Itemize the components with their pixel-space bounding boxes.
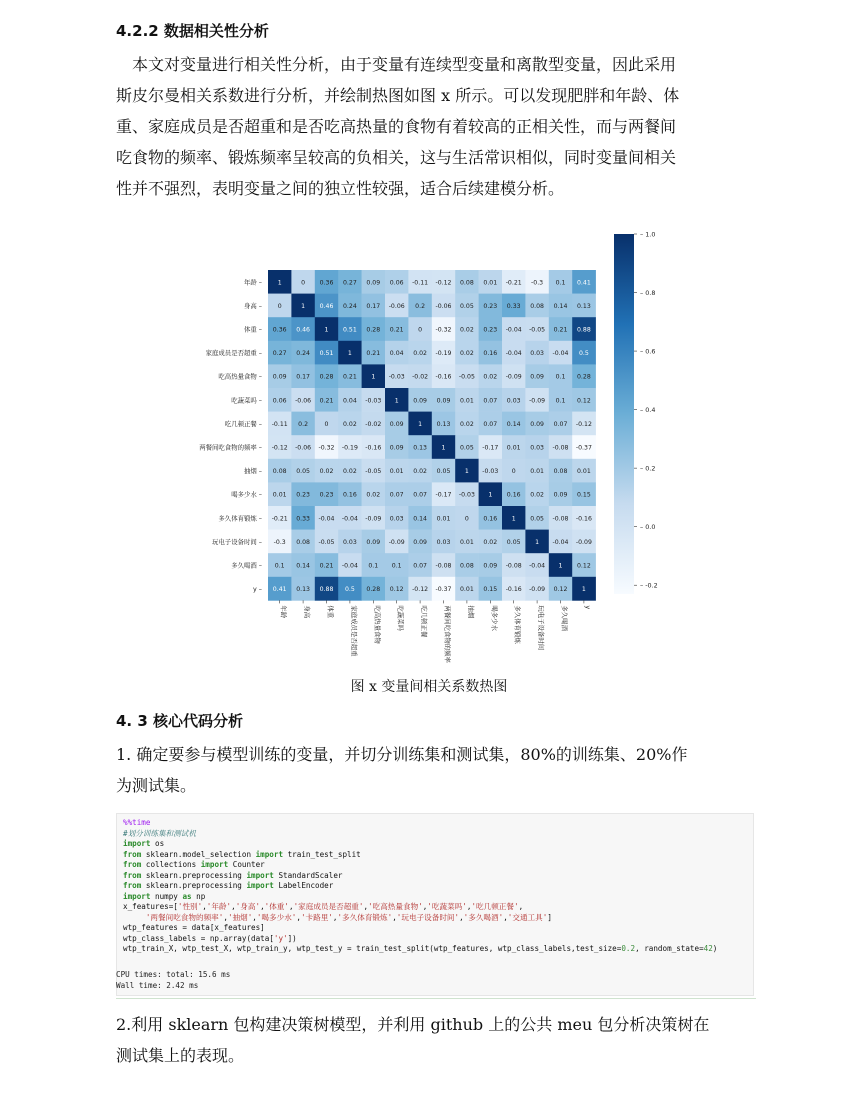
heatmap-cell-value: -0.12 <box>271 444 288 452</box>
heatmap-cell-value: 0.14 <box>506 420 521 428</box>
heatmap-cell-value: -0.16 <box>505 586 522 594</box>
heatmap-cell-value: -0.21 <box>505 279 522 287</box>
heatmap-cell-value: 0.21 <box>319 397 334 405</box>
heatmap-column-label: 多久喝酒 <box>560 605 569 631</box>
heatmap-cell-value: 0.05 <box>436 468 451 476</box>
heatmap-cell-value: -0.09 <box>529 397 546 405</box>
heatmap-cell-value: -0.06 <box>295 397 312 405</box>
heatmap-cell-value: -0.08 <box>435 562 452 570</box>
heatmap-cell-value: -0.37 <box>575 444 592 452</box>
heatmap-cell-value: 0.12 <box>553 586 568 594</box>
heatmap-cell-value: -0.04 <box>529 562 546 570</box>
heatmap-cell-value: 1 <box>441 444 446 452</box>
section-heading-4-2-2: 4.2.2 数据相关性分析 <box>116 22 269 40</box>
heatmap-row-label: 多久体育锻炼 – <box>218 514 262 523</box>
heatmap-cell-value: -0.03 <box>365 397 382 405</box>
heatmap-cell-value: 0.09 <box>366 538 381 546</box>
heatmap-cell-value: -0.09 <box>505 373 522 381</box>
heatmap-cell-value: 0.02 <box>319 468 334 476</box>
heatmap-cell-value: 0.13 <box>296 586 310 594</box>
heatmap-cell-value: -0.05 <box>365 468 382 476</box>
heatmap-cell-value: -0.04 <box>341 562 358 570</box>
heatmap-cell-value: 0.88 <box>319 586 334 594</box>
heatmap-cell-value: 0.02 <box>413 468 427 476</box>
heatmap-cell-value: 0.09 <box>530 420 544 428</box>
cell-divider <box>116 998 756 999</box>
heatmap-row-label: 喝多少水 – <box>231 490 262 499</box>
heatmap-cell-value: 1 <box>488 491 493 499</box>
colorbar-tick-label: – 0.2 <box>640 464 656 473</box>
heatmap-cell-value: 0.03 <box>530 350 544 358</box>
heatmap-cell-value: 0.05 <box>506 538 521 546</box>
cell-output <box>116 969 230 991</box>
heatmap-cell-value: 0.2 <box>298 420 309 428</box>
heatmap-cell-value: 0.07 <box>413 562 427 570</box>
section-4-2-2-paragraph <box>116 49 756 204</box>
heatmap-cell-value: 0.16 <box>483 515 498 523</box>
heatmap-cell-value: -0.03 <box>482 468 499 476</box>
heatmap-cell-value: 0.09 <box>530 373 544 381</box>
heatmap-cell-value: 0.28 <box>366 326 381 334</box>
heatmap-cell-value: -0.05 <box>458 373 475 381</box>
heatmap-cell-value: 0.02 <box>530 491 544 499</box>
step-2-paragraph <box>116 1009 756 1071</box>
heatmap-cell-value: 0.14 <box>296 562 310 570</box>
heatmap-cell-value: -0.03 <box>458 491 475 499</box>
heatmap-cell-value: 0.09 <box>366 279 381 287</box>
heatmap-cell-value: 0.1 <box>274 562 285 570</box>
heatmap-cell-value: 0.01 <box>436 515 451 523</box>
heatmap-row-label: 身高 – <box>243 301 262 310</box>
heatmap-cell-value: 0 <box>511 468 516 476</box>
heatmap-cell-value: 0.13 <box>413 444 427 452</box>
paragraph-line: 本文对变量进行相关性分析，由于变量有连续型变量和离散型变量，因此采用 <box>132 55 677 74</box>
heatmap-cell-value: 0.23 <box>483 326 498 334</box>
heatmap-cell-value: 1 <box>347 350 352 358</box>
heatmap-row-label: 年龄 – <box>243 278 262 287</box>
colorbar-tick-label: – 0.8 <box>640 288 656 297</box>
heatmap-cell-value: 0.08 <box>296 538 310 546</box>
heatmap-cell-value: 0.09 <box>389 420 404 428</box>
heatmap-cell-value: 0.36 <box>319 279 334 287</box>
heatmap-cell-value: -0.21 <box>271 515 288 523</box>
heatmap-cell-value: 0.05 <box>296 468 310 476</box>
heatmap-cell-value: 1 <box>418 420 423 428</box>
heatmap-cell-value: -0.3 <box>531 279 544 287</box>
heatmap-cell-value: -0.09 <box>575 538 592 546</box>
heatmap-cell-value: 0.08 <box>530 302 544 310</box>
heatmap-cell-value: -0.03 <box>388 373 405 381</box>
heatmap-cell-value: 0.02 <box>483 373 498 381</box>
output-line-cpu: CPU times: total: 15.6 ms <box>116 970 231 979</box>
heatmap-cell-value: -0.37 <box>435 586 452 594</box>
paragraph-line: 2.利用 sklearn 包构建决策树模型，并利用 github 上的公共 meu 包分析决策树在 <box>116 1015 710 1034</box>
heatmap-cell-value: 0.06 <box>389 279 404 287</box>
heatmap-cell-value: 0.02 <box>343 468 357 476</box>
heatmap-cell-value: -0.02 <box>412 373 429 381</box>
heatmap-cell-value: 1 <box>511 515 516 523</box>
heatmap-cell-value: 0.09 <box>436 397 451 405</box>
heatmap-cell-value: 1 <box>558 562 563 570</box>
heatmap-cell-value: 0.1 <box>555 397 566 405</box>
colorbar-tick-label: – 0.0 <box>640 522 656 531</box>
heatmap-cell-value: 0.21 <box>389 326 404 334</box>
heatmap-cell-value: 0.02 <box>483 538 498 546</box>
heatmap-column-label: 家庭成员是否超重 <box>349 605 358 657</box>
heatmap-cell-value: -0.05 <box>529 326 546 334</box>
heatmap-cell-value: 0.41 <box>577 279 591 287</box>
paragraph-line: 1. 确定要参与模型训练的变量，并切分训练集和测试集，80%的训练集、20%作 <box>116 745 688 764</box>
heatmap-row-label: 吃高热量食物 – <box>218 372 262 381</box>
correlation-heatmap <box>0 225 858 675</box>
heatmap-cell-value: -0.09 <box>529 586 546 594</box>
heatmap-cell-value: 0.23 <box>483 302 498 310</box>
heatmap-cell-value: 0.08 <box>553 468 568 476</box>
heatmap-row-label: 体重 – <box>243 325 262 334</box>
section-heading-4-3: 4. 3 核心代码分析 <box>116 712 244 730</box>
heatmap-cells <box>268 270 596 601</box>
heatmap-cell-value: 0.88 <box>577 326 591 334</box>
heatmap-cell-value: 0.02 <box>366 491 381 499</box>
heatmap-cell-value: 0.01 <box>272 491 287 499</box>
heatmap-cell-value: 0.06 <box>272 397 287 405</box>
heatmap-cell-value: 0.03 <box>506 397 521 405</box>
heatmap-cell-value: 0.51 <box>319 350 334 358</box>
heatmap-row-label: 吃几顿正餐 – <box>224 419 262 428</box>
heatmap-cell-value: -0.04 <box>552 538 569 546</box>
colorbar <box>614 234 634 594</box>
heatmap-cell-value: 0.1 <box>555 373 566 381</box>
heatmap-cell-value: 0.24 <box>296 350 310 358</box>
heatmap-cell-value: 0.03 <box>389 515 404 523</box>
heatmap-cell-value: -0.32 <box>318 444 335 452</box>
heatmap-cell-value: 0.46 <box>296 326 310 334</box>
heatmap-cell-value: 0.24 <box>343 302 357 310</box>
heatmap-cell-value: 0.07 <box>483 397 498 405</box>
heatmap-cell-value: 0.09 <box>483 562 498 570</box>
heatmap-cell-value: 1 <box>324 326 329 334</box>
heatmap-cell-value: 0.09 <box>413 538 427 546</box>
heatmap-cell-value: 1 <box>277 279 282 287</box>
heatmap-cell-value: 0.09 <box>389 444 404 452</box>
heatmap-cell-value: 0.04 <box>389 350 404 358</box>
heatmap-cell-value: 0.01 <box>460 586 474 594</box>
heatmap-cell-value: 0.09 <box>272 373 287 381</box>
heatmap-cell-value: 0.13 <box>577 302 591 310</box>
heatmap-cell-value: 1 <box>581 586 586 594</box>
heatmap-cell-value: 0.21 <box>553 326 568 334</box>
heatmap-cell-value: -0.06 <box>435 302 452 310</box>
heatmap-cell-value: 0.23 <box>296 491 310 499</box>
heatmap-row-label: 家庭成员是否超重 – <box>205 349 262 358</box>
heatmap-cell-value: 0.08 <box>460 562 474 570</box>
colorbar-ticks <box>634 230 658 589</box>
heatmap-cell-value: 0.07 <box>389 491 404 499</box>
heatmap-cell-value: 0.15 <box>577 491 591 499</box>
heatmap-cell-value: 0.27 <box>343 279 357 287</box>
heatmap-cell-value: -0.17 <box>435 491 452 499</box>
heatmap-cell-value: -0.12 <box>575 420 592 428</box>
heatmap-column-label: 年龄 <box>279 605 288 619</box>
heatmap-cell-value: -0.04 <box>505 350 522 358</box>
heatmap-cell-value: -0.09 <box>388 538 405 546</box>
heatmap-cell-value: 0.07 <box>413 491 427 499</box>
heatmap-cell-value: 0.5 <box>344 586 355 594</box>
heatmap-cell-value: 0.5 <box>578 350 589 358</box>
heatmap-row-labels <box>199 277 262 593</box>
heatmap-column-label: 吃几顿正餐 <box>420 605 429 638</box>
heatmap-cell-value: 0.33 <box>296 515 310 523</box>
heatmap-cell-value: -0.12 <box>435 279 452 287</box>
heatmap-column-label: y <box>583 605 592 610</box>
heatmap-cell-value: 0.08 <box>272 468 287 476</box>
heatmap-cell-value: 0 <box>301 279 306 287</box>
heatmap-cell-value: 0 <box>464 515 469 523</box>
heatmap-cell-value: 0.51 <box>343 326 357 334</box>
heatmap-cell-value: 0.21 <box>343 373 357 381</box>
heatmap-cell-value: 0.28 <box>319 373 334 381</box>
heatmap-cell-value: -0.19 <box>435 350 452 358</box>
heatmap-row-label: 玩电子设备时间 – <box>212 537 262 546</box>
heatmap-cell-value: -0.11 <box>271 420 288 428</box>
heatmap-cell-value: 0.07 <box>483 420 498 428</box>
heatmap-cell-value: 1 <box>464 468 469 476</box>
heatmap-cell-value: -0.11 <box>412 279 429 287</box>
heatmap-cell-value: -0.04 <box>341 515 358 523</box>
heatmap-cell-value: -0.16 <box>365 444 382 452</box>
heatmap-cell-value: -0.16 <box>575 515 592 523</box>
heatmap-cell-value: 0.01 <box>483 279 498 287</box>
heatmap-cell-value: 0.33 <box>506 302 521 310</box>
paragraph-line: 测试集上的表现。 <box>116 1046 245 1065</box>
heatmap-cell-value: 0.46 <box>319 302 334 310</box>
heatmap-cell-value: 0 <box>277 302 282 310</box>
heatmap-column-labels <box>280 600 592 663</box>
heatmap-cell-value: 0.12 <box>577 397 591 405</box>
heatmap-cell-value: 0.01 <box>506 444 521 452</box>
heatmap-cell-value: 0.21 <box>319 562 334 570</box>
heatmap-cell-value: 0.16 <box>483 350 498 358</box>
colorbar-tick-label: – -0.2 <box>640 581 658 590</box>
heatmap-cell-value: 1 <box>371 373 376 381</box>
heatmap-cell-value: 0.17 <box>296 373 310 381</box>
heatmap-cell-value: 1 <box>394 397 399 405</box>
heatmap-cell-value: 1 <box>301 302 306 310</box>
heatmap-column-label: 身高 <box>303 605 312 619</box>
heatmap-column-label: 喝多少水 <box>490 605 499 631</box>
heatmap-cell-value: 0.15 <box>483 586 498 594</box>
heatmap-cell-value: 0.17 <box>366 302 381 310</box>
heatmap-cell-value: 0.13 <box>436 420 451 428</box>
heatmap-cell-value: 0.09 <box>553 491 568 499</box>
heatmap-cell-value: 0.02 <box>460 326 474 334</box>
heatmap-cell-value: 0.16 <box>343 491 357 499</box>
heatmap-cell-value: 0.14 <box>413 515 427 523</box>
heatmap-cell-value: 0.41 <box>272 586 287 594</box>
heatmap-cell-value: 1 <box>535 538 540 546</box>
heatmap-cell-value: 0.04 <box>343 397 357 405</box>
heatmap-column-label: 体重 <box>326 605 335 619</box>
heatmap-row-label: y – <box>252 585 262 594</box>
paragraph-line: 斯皮尔曼相关系数进行分析，并绘制热图如图 x 所示。可以发现肥胖和年龄、体 <box>116 86 680 105</box>
heatmap-cell-value: -0.04 <box>552 350 569 358</box>
heatmap-cell-value: 0.1 <box>555 279 566 287</box>
paragraph-line: 性并不强烈，表明变量之间的独立性较强，适合后续建模分析。 <box>116 179 565 198</box>
heatmap-row-label: 吃蔬菜吗 – <box>231 396 262 405</box>
heatmap-cell-value: -0.06 <box>295 444 312 452</box>
heatmap-cell-value: 0.27 <box>272 350 287 358</box>
heatmap-cell-value: -0.08 <box>552 444 569 452</box>
heatmap-cell-value: 0.03 <box>343 538 357 546</box>
heatmap-cell-value: -0.16 <box>435 373 452 381</box>
heatmap-cell-value: 0.03 <box>436 538 451 546</box>
heatmap-cell-value: 0.05 <box>530 515 544 523</box>
heatmap-column-label: 吃蔬菜吗 <box>396 605 405 631</box>
heatmap-cell-value: 0.14 <box>553 302 568 310</box>
heatmap-cell-value: -0.08 <box>505 562 522 570</box>
heatmap-column-label: 吃高热量食物 <box>373 605 382 644</box>
heatmap-cell-value: 0 <box>324 420 329 428</box>
heatmap-cell-value: -0.09 <box>365 515 382 523</box>
heatmap-column-label: 抽烟 <box>466 605 475 619</box>
heatmap-cell-value: 0.09 <box>413 397 427 405</box>
heatmap-cell-value: 0 <box>418 326 423 334</box>
heatmap-cell-value: 0.01 <box>577 468 591 476</box>
heatmap-column-label: 两餐间吃食物的频率 <box>443 605 452 663</box>
colorbar-tick-label: – 0.6 <box>640 347 656 356</box>
heatmap-cell-value: -0.32 <box>435 326 452 334</box>
heatmap-cell-value: 0.21 <box>366 350 381 358</box>
heatmap-cell-value: -0.17 <box>482 444 499 452</box>
heatmap-cell-value: -0.02 <box>365 420 382 428</box>
paragraph-line: 重、家庭成员是否超重和是否吃高热量的食物有着较高的正相关性，而与两餐间 <box>116 117 677 136</box>
heatmap-cell-value: 0.2 <box>415 302 426 310</box>
colorbar-tick-label: – 1.0 <box>640 230 656 239</box>
heatmap-cell-value: 0.08 <box>460 279 474 287</box>
heatmap-column-label: 多久体育锻炼 <box>513 605 522 644</box>
output-line-wall: Wall time: 2.42 ms <box>116 981 199 990</box>
heatmap-cell-value: -0.12 <box>412 586 429 594</box>
heatmap-cell-value: 0.07 <box>553 420 568 428</box>
heatmap-cell-value: 0.12 <box>577 562 591 570</box>
figure-caption: 图 x 变量间相关系数热图 <box>350 679 508 695</box>
heatmap-cell-value: 0.1 <box>368 562 379 570</box>
heatmap-cell-value: 0.05 <box>460 302 474 310</box>
heatmap-cell-value: -0.05 <box>318 538 335 546</box>
heatmap-cell-value: 0.05 <box>460 444 474 452</box>
step-1-paragraph <box>116 739 756 801</box>
heatmap-row-label: 两餐间吃食物的频率 – <box>199 443 262 452</box>
heatmap-cell-value: 0.02 <box>460 350 474 358</box>
heatmap-cell-value: 0.02 <box>413 350 427 358</box>
heatmap-cell-value: 0.12 <box>389 586 404 594</box>
heatmap-cell-value: 0.03 <box>530 444 544 452</box>
heatmap-cell-value: 0.16 <box>506 491 521 499</box>
heatmap-cell-value: -0.04 <box>318 515 335 523</box>
heatmap-cell-value: 0.1 <box>391 562 402 570</box>
heatmap-cell-value: 0.01 <box>530 468 544 476</box>
heatmap-cell-value: 0.01 <box>460 397 474 405</box>
paragraph-line: 吃食物的频率、锻炼频率呈较高的负相关，这与生活常识相似，同时变量间相关 <box>116 148 677 167</box>
heatmap-row-label: 抽烟 – <box>243 467 262 476</box>
heatmap-cell-value: 0.28 <box>577 373 591 381</box>
heatmap-cell-value: 0.01 <box>460 538 474 546</box>
heatmap-cell-value: 0.28 <box>366 586 381 594</box>
heatmap-cell-value: 0.01 <box>389 468 404 476</box>
colorbar-tick-label: – 0.4 <box>640 405 656 414</box>
paragraph-line: 为测试集。 <box>116 776 197 795</box>
heatmap-cell-value: -0.06 <box>388 302 405 310</box>
code-text: %%time #划分训练集和测试机 import os from sklearn.model_selection import train_test_split from collections import Counter from sklearn.preprocessing import StandardScaler from sklearn.preprocessing import LabelEncoder import numpy as np x_features=['性别','年龄','身高','体重','家庭成员是否超重','吃高热量食物','吃蔬菜吗','吃几顿正餐', '两餐间吃食物的频率','抽烟','喝多少水','卡路里','多久体育锻炼','玩电子设备时间','多久喝酒','交通工具'] wtp_features = data[x_features] wtp_class_labels = np.array(data['y']) wtp_train_X, wtp_test_X, wtp_train_y, wtp_test_y = train_test_split(wtp_features, wtp_class_labels,test_size=0.2, random_state=42) <box>123 818 718 953</box>
heatmap-cell-value: -0.04 <box>505 326 522 334</box>
heatmap-cell-value: -0.3 <box>273 538 286 546</box>
heatmap-cell-value: 0.36 <box>272 326 287 334</box>
heatmap-row-label: 多久喝酒 – <box>231 561 262 570</box>
heatmap-cell-value: 0.02 <box>460 420 474 428</box>
heatmap-cell-value: 0.23 <box>319 491 334 499</box>
heatmap-column-label: 玩电子设备时间 <box>537 605 546 651</box>
heatmap-cell-value: -0.08 <box>552 515 569 523</box>
heatmap-cell-value: 0.02 <box>343 420 357 428</box>
heatmap-cell-value: -0.19 <box>341 444 358 452</box>
